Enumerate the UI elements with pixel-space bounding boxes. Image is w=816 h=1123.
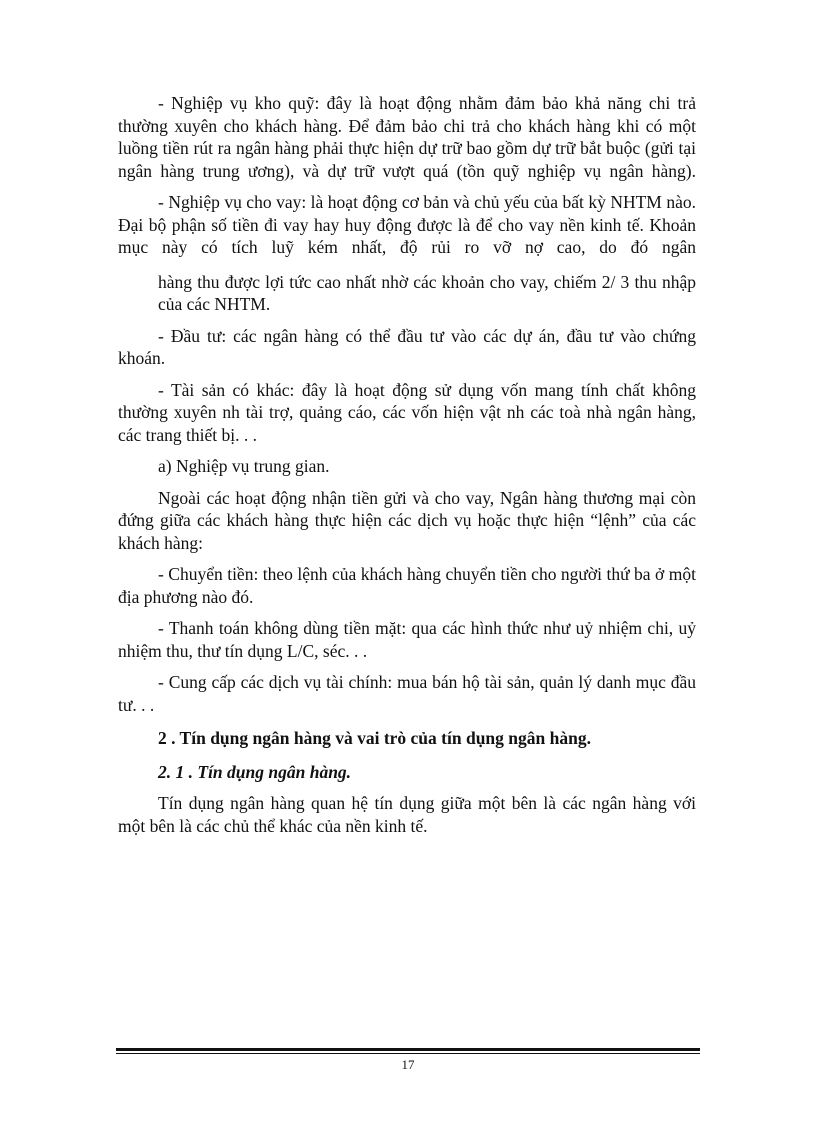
paragraph-lending: - Nghiệp vụ cho vay: là hoạt động cơ bản và chủ yếu của bất kỳ NHTM nào. Đại bộ phận số tiền đi vay hay huy động được là để cho vay nền kinh tế. Khoản mục này có tích luỹ kém nhất, độ rủi ro vỡ nợ cao, do đó ngân [118, 192, 696, 257]
document-body [118, 92, 696, 837]
paragraph-bank-credit: Tín dụng ngân hàng quan hệ tín dụng giữa một bên là các ngân hàng với một bên là các chủ thể khác của nền kinh tế. [118, 793, 696, 836]
paragraph-treasury: - Nghiệp vụ kho quỹ: đây là hoạt động nhằm đảm bảo khả năng chi trả thường xuyên cho khách hàng. Để đảm bảo chi trả cho khách hàng khi có một luồng tiền rút ra ngân hàng phải thực hiện dự trữ bao gồm dự trữ bắt buộc (gửi tại ngân hàng trung ương), và dự trữ vượt quá (tồn quỹ nghiệp vụ ngân hàng). [118, 93, 696, 181]
paragraph-lending-continued: hàng thu được lợi tức cao nhất nhờ các khoản cho vay, chiếm 2/ 3 thu nhập của các NHTM. [158, 271, 696, 314]
paragraph-cashless-payment: - Thanh toán không dùng tiền mặt: qua các hình thức như uỷ nhiệm chi, uỷ nhiệm thu, thư tín dụng L/C, séc. . . [118, 618, 696, 661]
section-intermediary-title: a) Nghiệp vụ trung gian. [158, 456, 330, 476]
paragraph-intermediary: Ngoài các hoạt động nhận tiền gửi và cho vay, Ngân hàng thương mại còn đứng giữa các khách hàng thực hiện các dịch vụ hoặc thực hiện “lệnh” của các khách hàng: [118, 487, 696, 553]
paragraph-financial-services: - Cung cấp các dịch vụ tài chính: mua bán hộ tài sản, quản lý danh mục đầu tư. . . [118, 672, 696, 715]
paragraph-investment: - Đầu tư: các ngân hàng có thể đầu tư vào các dự án, đầu tư vào chứng khoán. [118, 325, 696, 368]
paragraph-other-assets: - Tài sản có khác: đây là hoạt động sử dụng vốn mang tính chất không thường xuyên nh tài trợ, quảng cáo, các vốn hiện vật nh các toà nhà ngân hàng, các trang thiết bị. . . [118, 379, 696, 445]
page-number: 17 [401, 1057, 415, 1072]
subsection-heading: 2. 1 . Tín dụng ngân hàng. [158, 761, 352, 782]
footer-rule-thin [116, 1053, 700, 1054]
paragraph-transfer: - Chuyển tiền: theo lệnh của khách hàng chuyển tiền cho người thứ ba ở một địa phương nào đó. [118, 564, 696, 607]
footer-rule-thick [116, 1048, 700, 1051]
section-heading: 2 . Tín dụng ngân hàng và vai trò của tín dụng ngân hàng. [158, 728, 591, 748]
